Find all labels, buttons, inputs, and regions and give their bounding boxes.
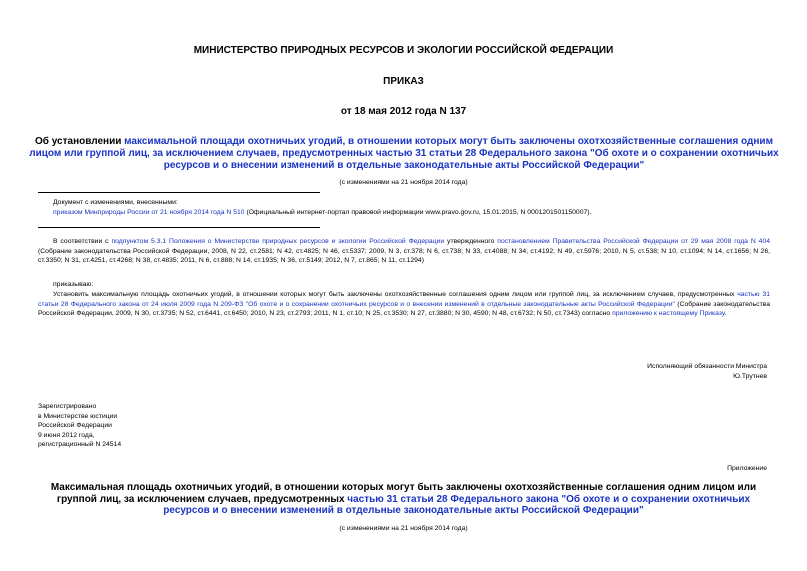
- signature-position: Исполняющий обязанности Министра: [647, 363, 767, 370]
- changes-label: Документ с изменениями, внесенными:: [53, 199, 178, 206]
- document-title: [28, 136, 780, 172]
- appendix-amendment-note: (с изменениями на 21 ноября 2014 года): [339, 525, 468, 532]
- appendix-label: Приложение: [727, 465, 767, 472]
- separator-line-2: [38, 227, 320, 228]
- changes-source: (Официальный интернет-портал правовой информации www.pravo.gov.ru, 15.01.2015, N 0001201501150007).: [244, 209, 592, 216]
- order-sources: (Собрание законодательства Российской Федерации, 2009, N 30, ст.3735; N 52, ст.6441, ст.6450; 2010, N 23, ст.2793; 2011, N 1, ст.10; N 25, ст.3530; N 27, ст.3880; N 30, 4590; N 48, ст.6732; N 50, ст.7343) согласно: [38, 300, 770, 318]
- preamble-sources: (Собрание законодательства Российской Федерации, 2008, N 22, ст.2581; N 42, ст.4825; N 46, ст.5337; 2009, N 3, ст.378; N 6, ст.738; N 33, ст.4088; N 34, ст.4192; N 49, ст.5976; 2010, N 5, ст.538; N 10, ст.1094; N 14, ст.1656; N 26, ст.3350; N 31, ст.4251, ст.4268; N 38, ст.4835; 2011, N 6, ст.888; N 14, ст.1935; N 36, ст.5149; 2012, N 7, ст.865; N 11, ст.1294): [38, 247, 770, 265]
- order-end: .: [724, 310, 727, 318]
- document-type: ПРИКАЗ: [383, 76, 424, 87]
- changes-entry: [53, 208, 773, 218]
- appendix-link[interactable]: приложению к настоящему Приказу: [612, 310, 725, 318]
- preamble-text-2: утвержденного: [444, 238, 498, 245]
- title-law-link[interactable]: максимальной площади охотничьих угодий, в отношении которых могут быть заключены охотхозяйственные соглашения одним лицом или группой лиц, за исключением случаев, предусмотренных частью 31 статьи 28 Федерального закона "Об охоте и о сохранении охотничьих ресурсов и о внесении изменений в отдельные законодательные акты Российской Федерации": [29, 136, 779, 171]
- signature-name: Ю.Трутнев: [733, 373, 767, 380]
- ministry-heading: МИНИСТЕРСТВО ПРИРОДНЫХ РЕСУРСОВ И ЭКОЛОГИИ РОССИЙСКОЙ ФЕДЕРАЦИИ: [193, 45, 614, 56]
- appendix-title-text: Максимальная площадь охотничьих угодий, в отношении которых могут быть заключены охотхозяйственные соглашения одним лицом или группой лиц, за исключением случаев, предусмотренных: [50, 482, 757, 505]
- appendix-title: [40, 482, 767, 517]
- registration-line: Зарегистрировано: [38, 403, 97, 410]
- preamble-paragraph: [38, 237, 770, 266]
- appendix-law-link[interactable]: частью 31 статьи 28 Федерального закона "Об охоте и о сохранении охотничьих ресурсов и о внесении изменений в отдельные законодательные акты Российской Федерации": [163, 493, 751, 516]
- registration-line: регистрационный N 24514: [38, 441, 122, 449]
- order-label: приказываю:: [53, 281, 94, 288]
- separator-line: [38, 192, 320, 193]
- regulation-link[interactable]: подпунктом 5.3.1 Положения о Министерстве природных ресурсов и экологии Российской Федерации: [111, 238, 445, 245]
- government-decree-link[interactable]: постановлением Правительства Российской Федерации от 29 мая 2008 года N 404: [497, 238, 771, 245]
- order-paragraph: [38, 290, 770, 319]
- title-text: Об установлении: [35, 136, 125, 147]
- amending-order-link[interactable]: приказом Минприроды России от 21 ноября 2014 года N 510: [53, 209, 245, 216]
- order-text: Установить максимальную площадь охотничьих угодий, в отношении которых могут быть заключены охотхозяйственные соглашения одним лицом или группой лиц, за исключением случаев, предусмотренных: [53, 291, 738, 298]
- registration-block: [38, 402, 121, 450]
- registration-line: Российской Федерации: [38, 422, 112, 430]
- registration-line: 9 июня 2012 года,: [38, 431, 95, 439]
- federal-law-link[interactable]: частью 31 статьи 28 Федерального закона от 24 июля 2009 года N 209-ФЗ "Об охоте и о сохранении охотничьих ресурсов и о внесении изменений в отдельные законодательные акты Российской Федерации": [38, 291, 770, 308]
- preamble-text: В соответствии с: [53, 238, 112, 245]
- registration-line: в Министерстве юстиции: [38, 412, 118, 420]
- document-date-number: от 18 мая 2012 года N 137: [340, 106, 467, 117]
- amendment-note: (с изменениями на 21 ноября 2014 года): [339, 179, 468, 186]
